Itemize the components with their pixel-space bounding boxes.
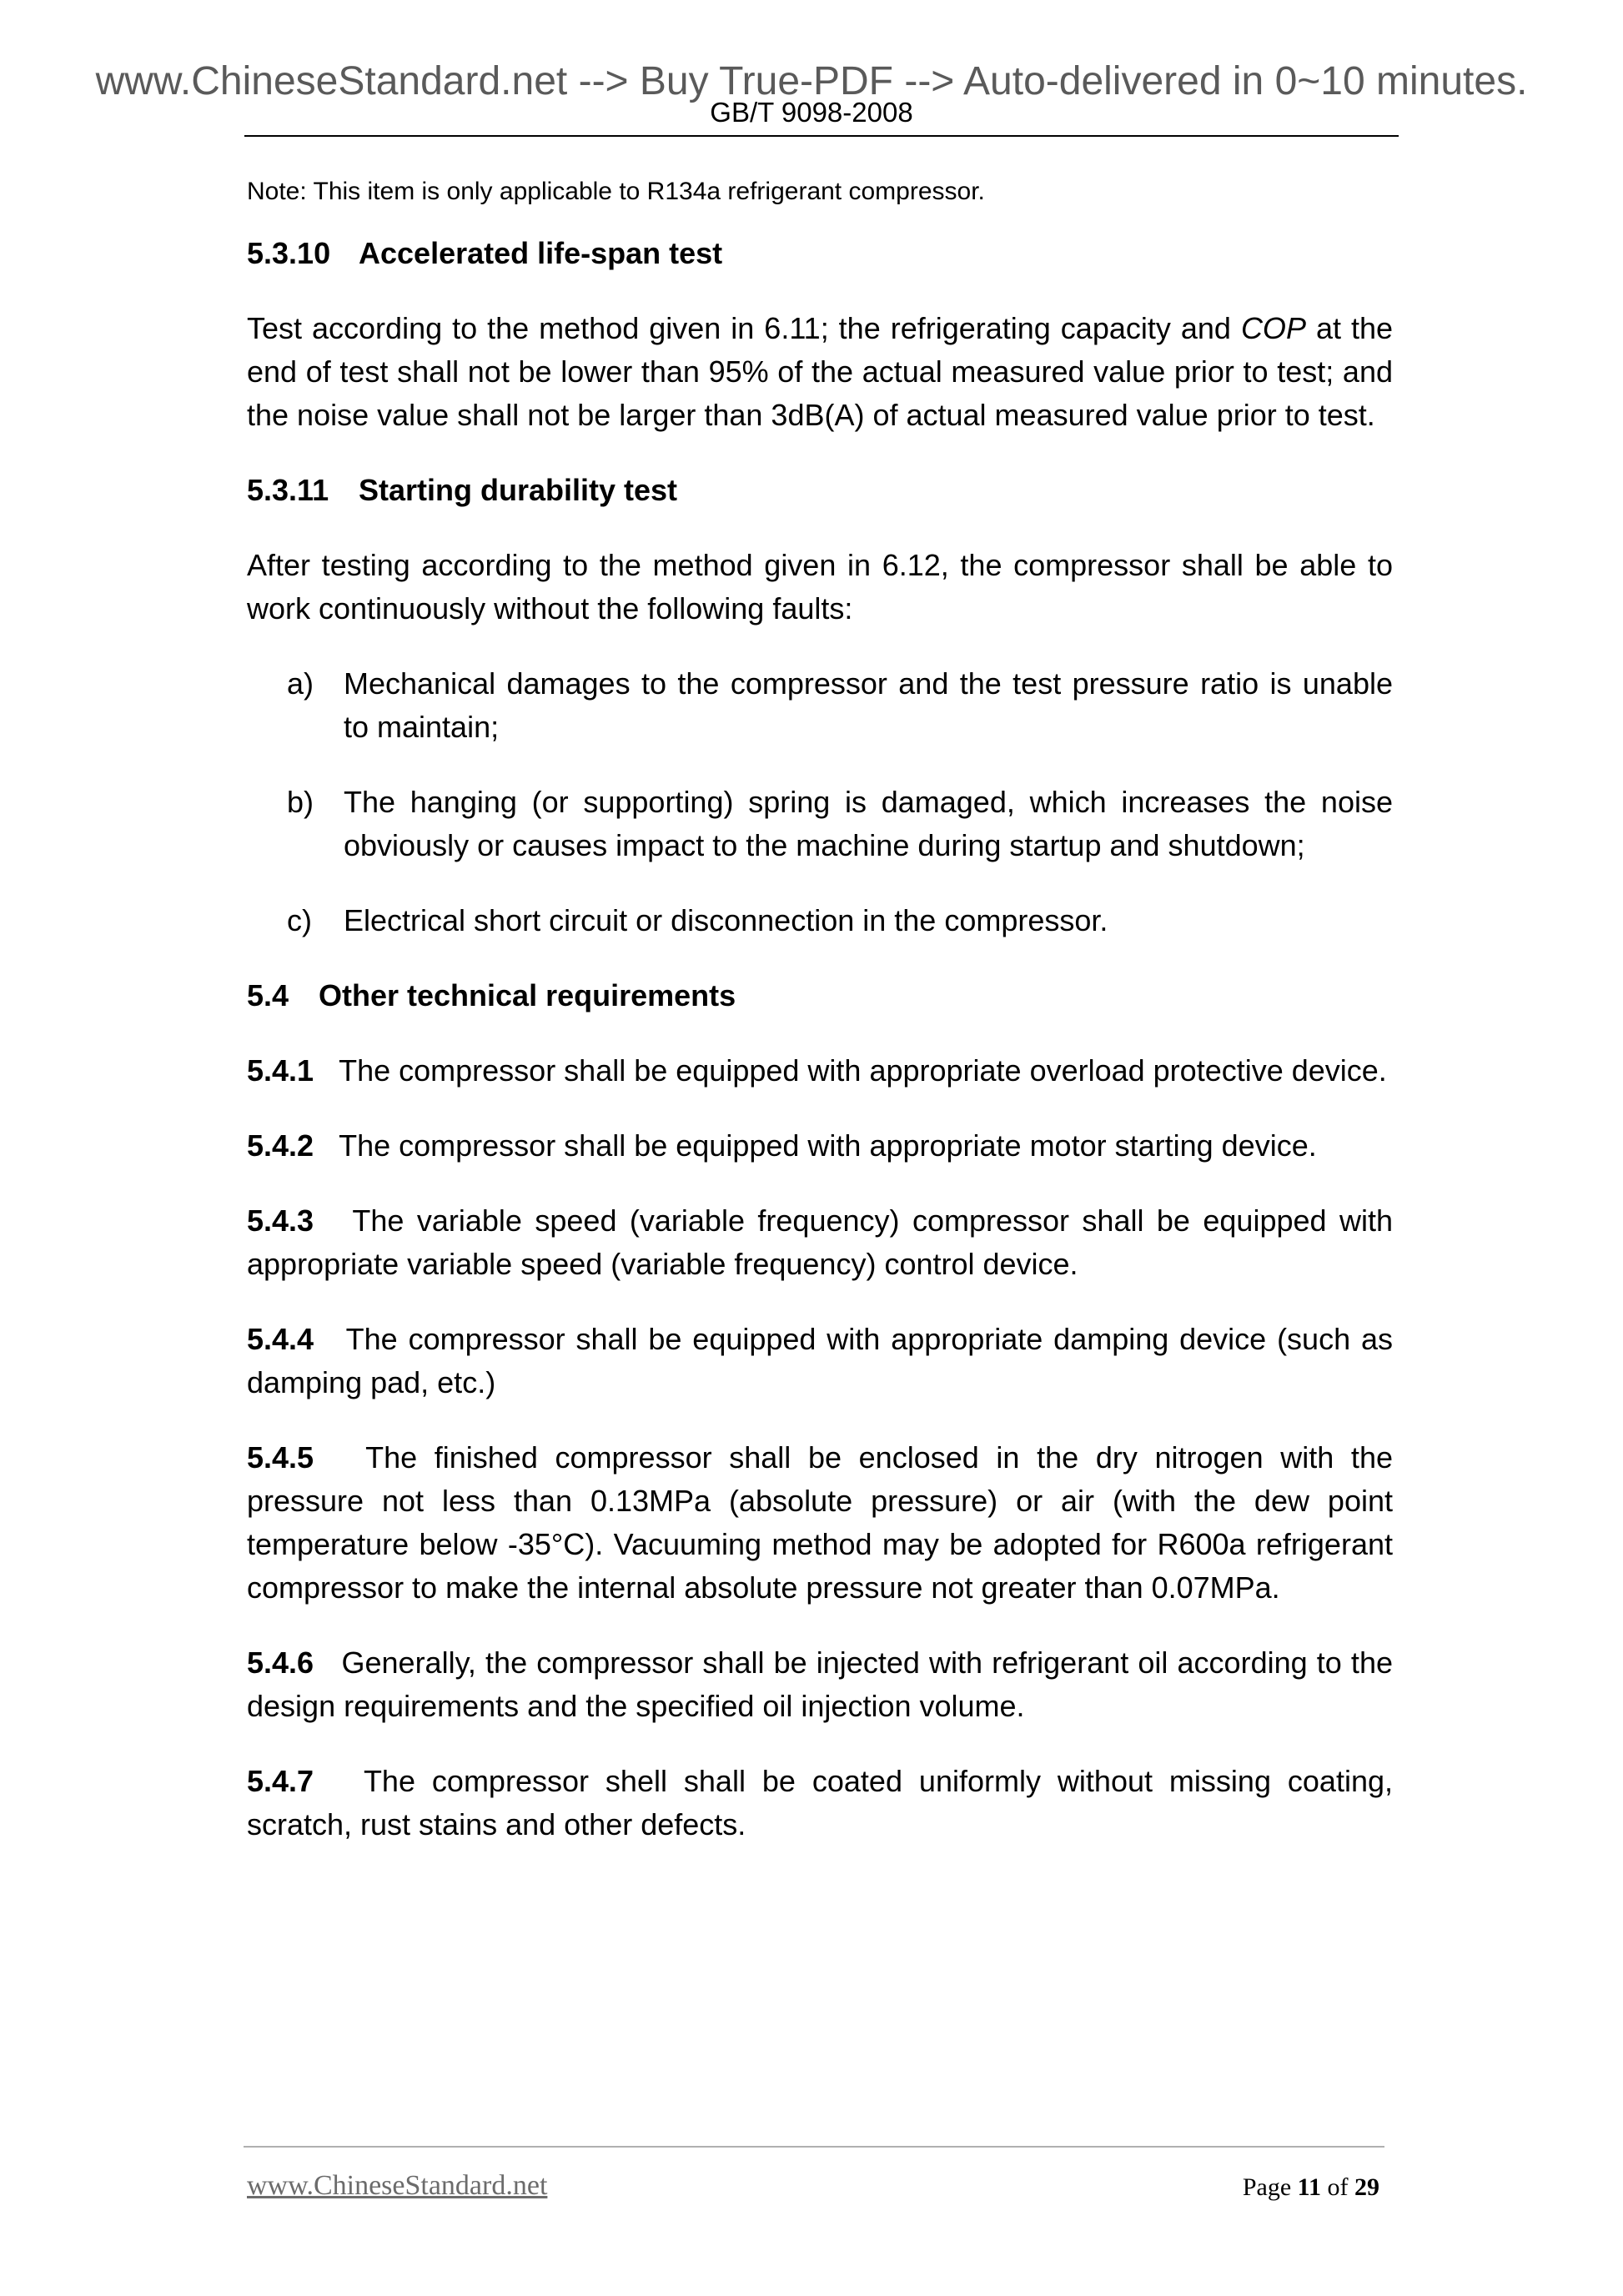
page-of: of [1327,2173,1349,2201]
page-number [1243,2175,1379,2200]
heading-title: Accelerated life-span test [359,236,723,270]
clause-5-4-2 [247,1124,1393,1168]
clause-number: 5.4.7 [247,1764,314,1798]
page-label: Page [1242,2173,1292,2201]
list-text: Electrical short circuit or disconnection in the compressor. [344,903,1108,937]
page-total: 29 [1354,2173,1379,2201]
clause-5-4-6 [247,1641,1393,1728]
heading-number: 5.3.10 [247,236,331,270]
list-label: c) [287,903,312,937]
paragraph-text: Test according to the method given in 6.11; the refrigerating capacity and [247,311,1241,345]
clause-text: The compressor shall be equipped with appropriate damping device (such as damping pad, etc.) [247,1322,1393,1399]
paragraph-5-3-10 [247,307,1393,437]
clause-text: The variable speed (variable frequency) compressor shall be equipped with appropriate variable speed (variable frequency) control device. [247,1203,1393,1281]
page-current: 11 [1297,2173,1321,2201]
document-number: GB/T 9098-2008 [710,97,913,128]
clause-5-4-4 [247,1318,1393,1404]
clause-number: 5.4.3 [247,1203,314,1238]
clause-text: The compressor shall be equipped with appropriate motor starting device. [339,1128,1317,1163]
list-text: The hanging (or supporting) spring is damaged, which increases the noise obviously or causes impact to the machine during startup and shutdown; [344,785,1393,862]
list-text: Mechanical damages to the compressor and the test pressure ratio is unable to maintain; [344,666,1393,744]
note-text: Note: This item is only applicable to R134a refrigerant compressor. [247,178,985,205]
footer-divider [244,2146,1384,2148]
clause-text: The compressor shell shall be coated uniformly without missing coating, scratch, rust stains and other defects. [247,1764,1393,1841]
clause-number: 5.4.4 [247,1322,314,1356]
heading-number: 5.4 [247,978,289,1012]
list-item-c [247,899,1393,942]
clause-5-4-7 [247,1760,1393,1846]
list-label: b) [287,785,314,819]
cop-term: COP [1240,311,1306,345]
header-divider [244,135,1399,137]
clause-number: 5.4.2 [247,1128,314,1163]
clause-text: Generally, the compressor shall be injected with refrigerant oil according to the design requirements and the specified oil injection volume. [247,1645,1393,1723]
clause-text: The compressor shall be equipped with appropriate overload protective device. [339,1053,1387,1088]
paragraph-5-3-11: After testing according to the method given in 6.12, the compressor shall be able to work continuously without the following faults: [247,548,1393,625]
clause-number: 5.4.1 [247,1053,314,1088]
page-body [247,158,1393,1846]
clause-number: 5.4.6 [247,1645,314,1680]
clause-number: 5.4.5 [247,1440,314,1475]
heading-5-3-10 [247,232,1393,275]
site-banner[interactable]: www.ChineseStandard.net --> Buy True-PDF --> Auto-delivered in 0~10 minutes. [95,59,1528,103]
clause-5-4-5 [247,1436,1393,1610]
heading-5-4 [247,974,1393,1017]
heading-title: Other technical requirements [319,978,736,1012]
paragraph-text: at the end of test shall not be lower than 95% of the actual measured value prior to test; and the noise value shall not be larger than 3dB(A) of actual measured value prior to test. [247,311,1394,432]
clause-5-4-1 [247,1049,1393,1093]
heading-title: Starting durability test [359,473,678,507]
clause-5-4-3 [247,1199,1393,1286]
list-item-b [247,781,1393,867]
list-item-a [247,662,1393,749]
list-label: a) [287,666,314,701]
clause-text: The finished compressor shall be enclosed in the dry nitrogen with the pressure not less than 0.13MPa (absolute pressure) or air (with the dew point temperature below -35°C). Vacuuming method may be adopted for R600a refrigerant compressor to make the internal absolute pressure not greater than 0.07MPa. [247,1440,1393,1605]
footer-site-link[interactable]: www.ChineseStandard.net [247,2170,548,2201]
heading-number: 5.3.11 [247,473,329,507]
heading-5-3-11 [247,469,1393,512]
